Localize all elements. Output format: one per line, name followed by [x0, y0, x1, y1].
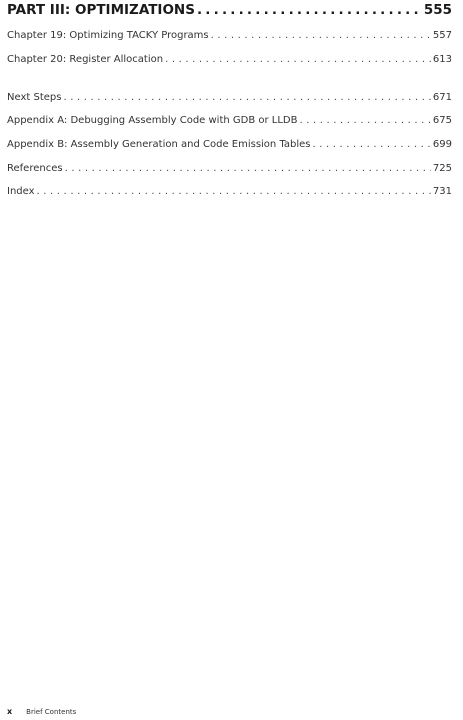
dot-leader [313, 139, 431, 150]
running-head: Brief Contents [26, 708, 77, 716]
toc-entry-chapter-20 [7, 54, 452, 70]
toc-entry-appendix-a [7, 115, 452, 131]
entry-page-number: 557 [432, 30, 452, 41]
dot-leader [165, 54, 431, 65]
entry-page-number: 725 [432, 163, 452, 174]
dot-leader [37, 186, 431, 197]
dot-leader [63, 92, 430, 103]
entry-title: Appendix A: Debugging Assembly Code with GDB or LLDB [7, 115, 298, 126]
entry-page-number: 613 [432, 54, 452, 65]
entry-page-number: 671 [432, 92, 452, 103]
toc-entry-appendix-b [7, 139, 452, 155]
entry-page-number: 699 [432, 139, 452, 150]
entry-page-number: 731 [432, 186, 452, 197]
page-footer [7, 707, 76, 716]
toc-entry-index [7, 186, 452, 202]
part-title: PART III: OPTIMIZATIONS [7, 2, 195, 18]
toc-entry-chapter-19 [7, 30, 452, 46]
folio-page-number: x [7, 707, 13, 716]
part-heading [7, 2, 452, 22]
part-page-number: 555 [423, 2, 452, 18]
entry-title: Next Steps [7, 92, 62, 103]
toc-entry-references [7, 163, 452, 179]
dot-leader [197, 2, 422, 18]
entry-title: Chapter 20: Register Allocation [7, 54, 164, 65]
entry-title: Chapter 19: Optimizing TACKY Programs [7, 30, 209, 41]
toc-entry-next-steps [7, 92, 452, 108]
entry-title: References [7, 163, 63, 174]
entry-page-number: 675 [432, 115, 452, 126]
dot-leader [65, 163, 431, 174]
dot-leader [300, 115, 431, 126]
entry-title: Appendix B: Assembly Generation and Code Emission Tables [7, 139, 311, 150]
dot-leader [211, 30, 431, 41]
entry-title: Index [7, 186, 35, 197]
